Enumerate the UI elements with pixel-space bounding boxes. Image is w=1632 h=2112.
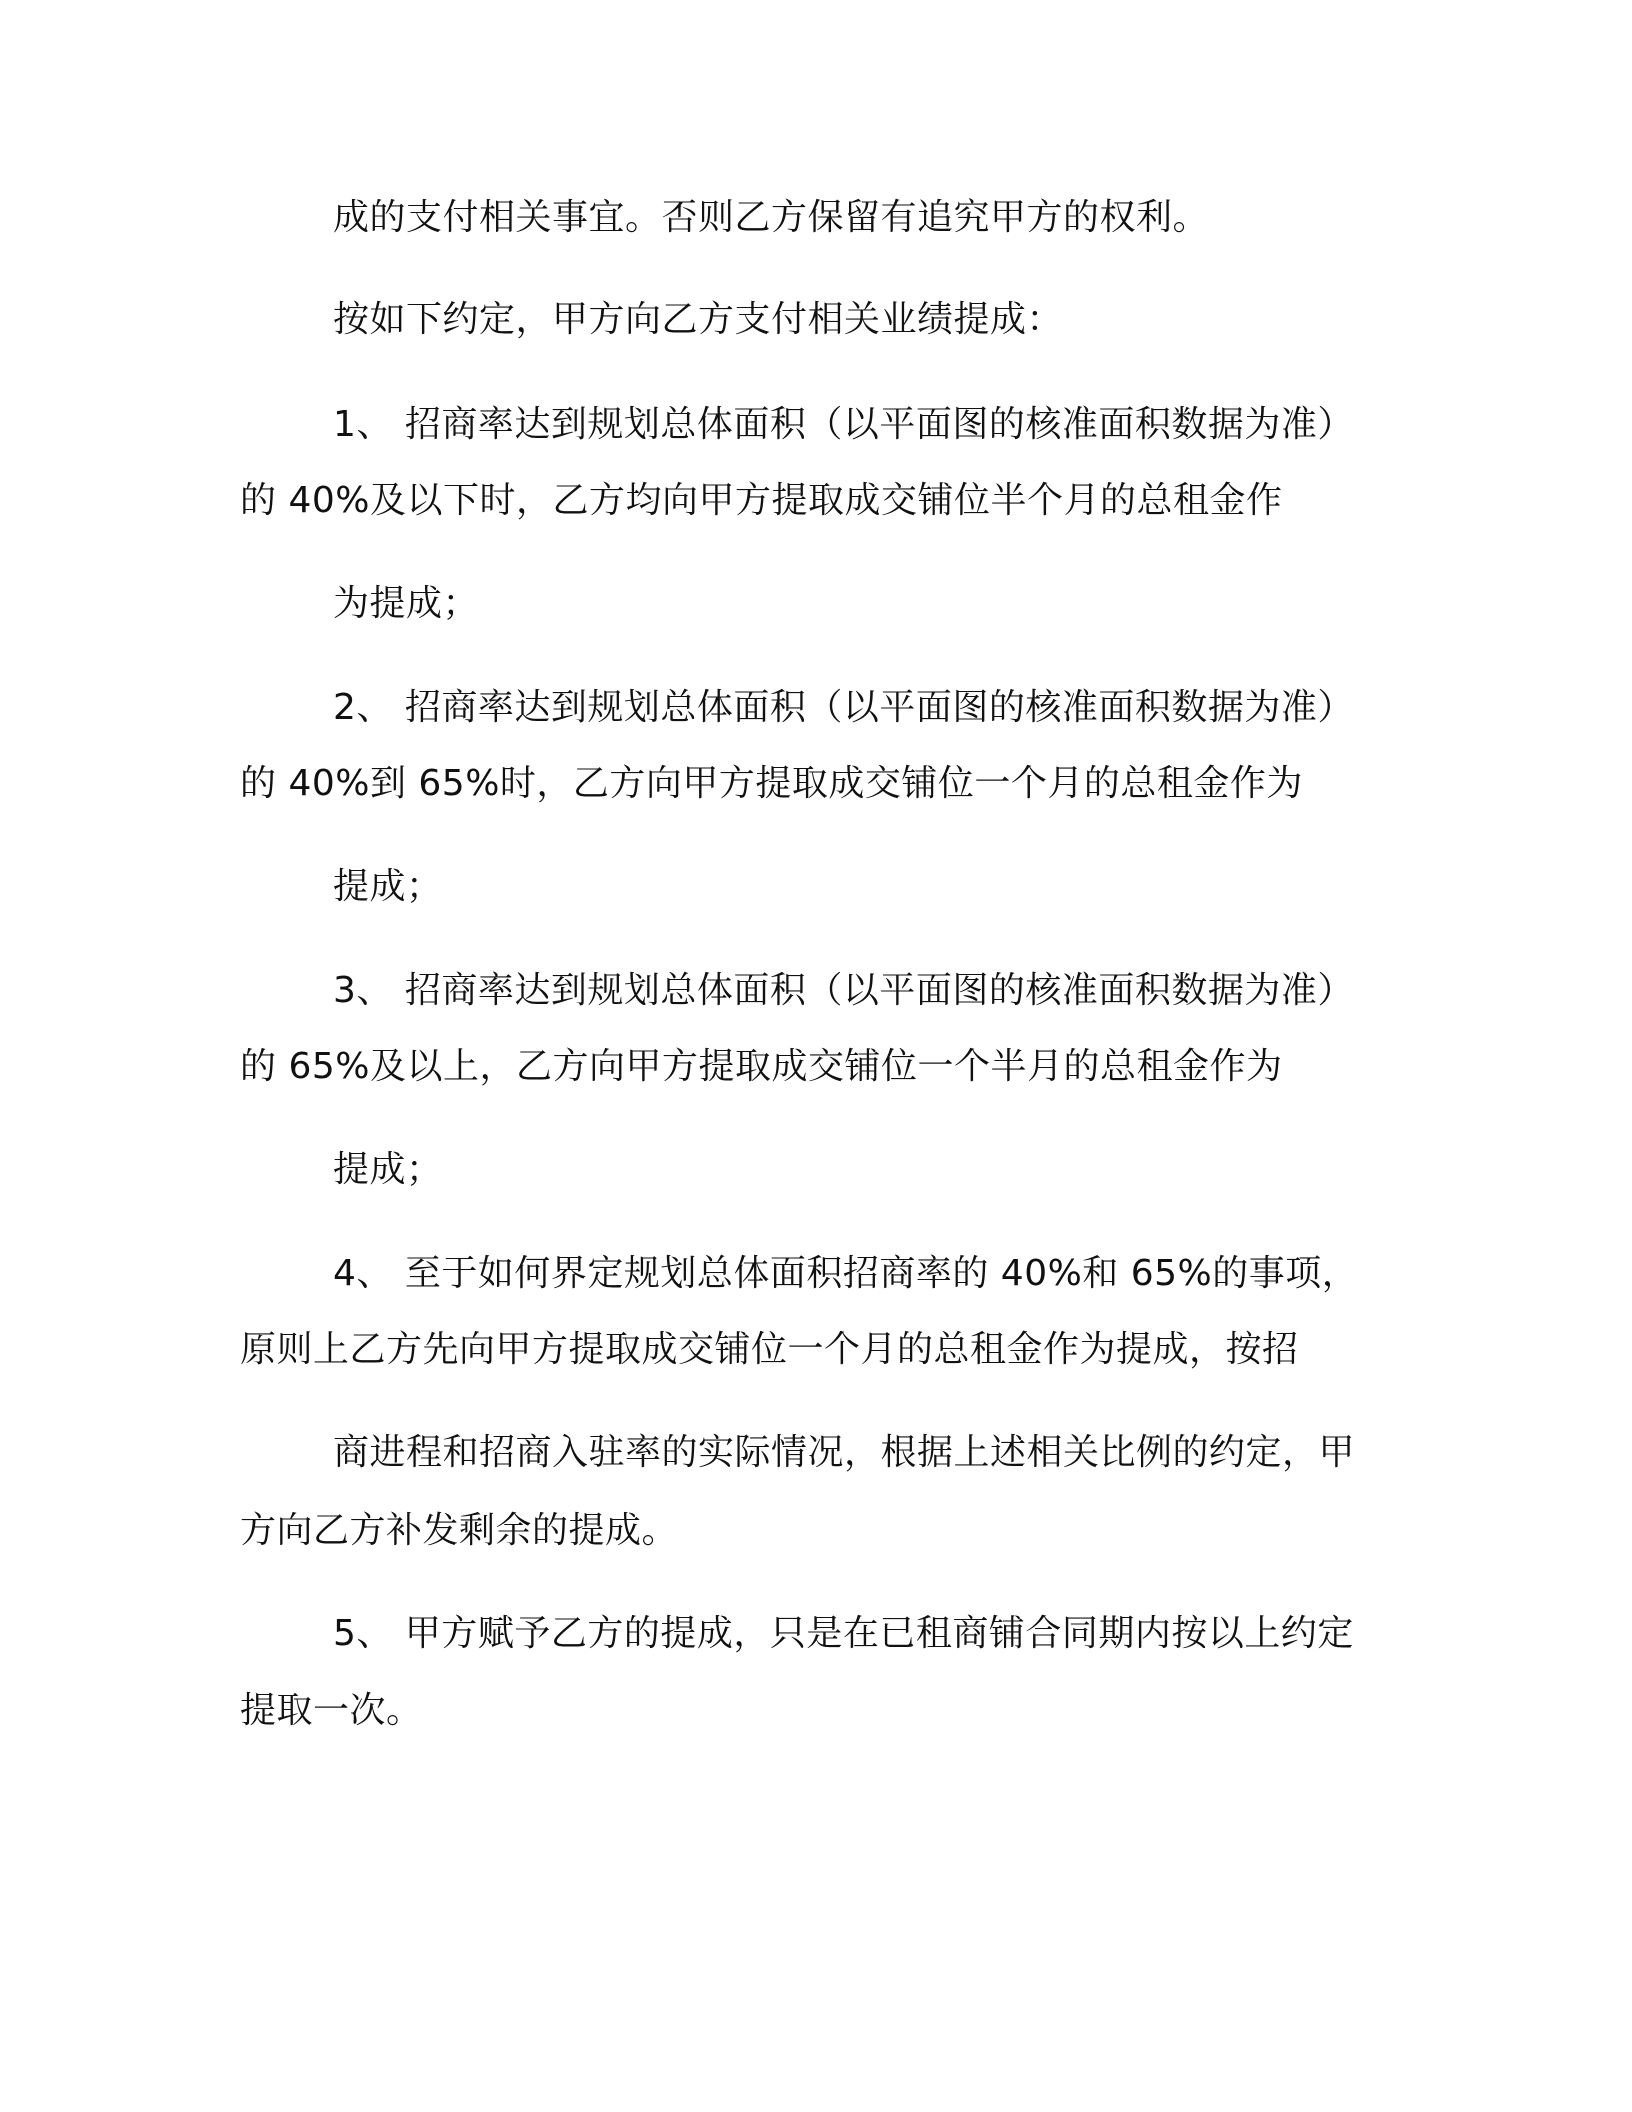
text-line: 2、 招商率达到规划总体面积（以平面图的核准面积数据为准） [333, 687, 1354, 728]
text-line: 的 40%到 65%时，乙方向甲方提取成交铺位一个月的总租金作为 [240, 763, 1303, 804]
text-line: 的 40%及以下时，乙方均向甲方提取成交铺位半个月的总租金作 [240, 480, 1283, 521]
text-line: 原则上乙方先向甲方提取成交铺位一个月的总租金作为提成，按招 [240, 1329, 1299, 1370]
text-line: 商进程和招商入驻率的实际情况，根据上述相关比例的约定，甲 [333, 1432, 1356, 1473]
text-line: 3、 招商率达到规划总体面积（以平面图的核准面积数据为准） [333, 970, 1354, 1011]
text-line: 提成； [333, 1149, 443, 1190]
text-line: 1、 招商率达到规划总体面积（以平面图的核准面积数据为准） [333, 404, 1354, 445]
text-line: 提取一次。 [240, 1690, 423, 1731]
text-line: 按如下约定，甲方向乙方支付相关业绩提成： [333, 299, 1064, 340]
text-line: 提成； [333, 866, 443, 907]
text-line: 成的支付相关事宜。否则乙方保留有追究甲方的权利。 [333, 197, 1210, 238]
text-line: 方向乙方补发剩余的提成。 [240, 1510, 679, 1551]
text-line: 4、 至于如何界定规划总体面积招商率的 40%和 65%的事项， [333, 1253, 1359, 1294]
text-line: 为提成； [333, 583, 480, 624]
text-line: 的 65%及以上，乙方向甲方提取成交铺位一个半月的总租金作为 [240, 1046, 1283, 1087]
text-line: 5、 甲方赋予乙方的提成，只是在已租商铺合同期内按以上约定 [333, 1613, 1354, 1654]
